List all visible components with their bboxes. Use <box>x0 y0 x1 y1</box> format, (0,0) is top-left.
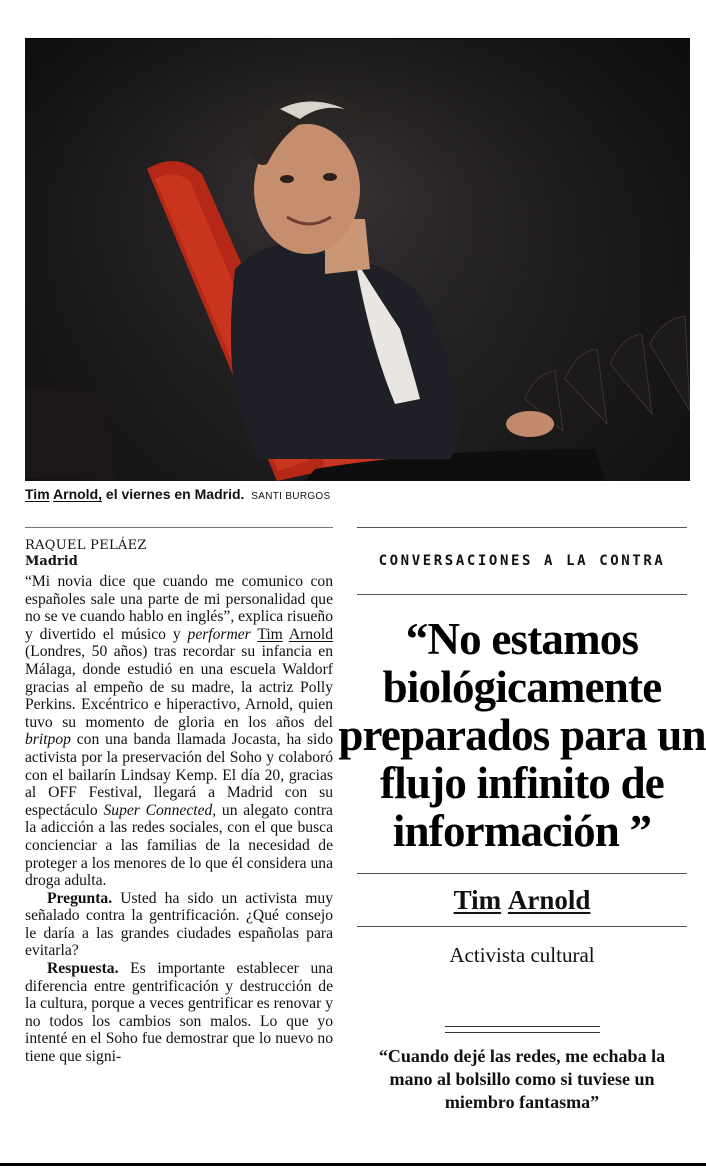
column-divider <box>25 527 333 528</box>
question-paragraph: Pregunta. Usted ha sido un activista muy señalado contra la gentrificación. ¿Qué consejo le daría a las grandes ciudades españolas para evitarla? <box>25 889 333 960</box>
article-photo <box>25 38 690 481</box>
interview-sidebar <box>338 527 706 1114</box>
caption-text: el viernes en Madrid. <box>102 486 245 502</box>
answer-label: Respuesta. <box>47 960 119 978</box>
answer-paragraph: Respuesta. Es importante establecer una diferencia entre gentrificación y destrucción de la cultura, porque a veces gentrificar es renovar y no todos los cambios son malos. Lo que yo intenté en el Soho fue demostrar que lo nuevo no tiene que signi- <box>25 960 333 1066</box>
caption-last-name: Arnold, <box>53 486 103 502</box>
interviewee-first-name: Tim <box>453 884 502 915</box>
headline-quote: “No estamos biológicamente preparados para un flujo infinito de información ” <box>338 614 706 856</box>
intro-paragraph: “Mi novia dice que cuando me comunico con españoles sale una parte de mi personalidad que no se ve cuando hablo en inglés”, explica risueño y divertido el músico y performer Tim Arnold (Londres, 50 años) tras recordar su infancia en Málaga, donde estudió en una escuela Waldorf gracias al empeño de su madre, la actriz Polly Perkins. Excéntrico e hiperactivo, Arnold, quien tuvo su momento de gloria en los años del britpop con una banda llamada Jocasta, ha sido activista por la preservación del Soho y colaboró con el bailarín Lindsay Kemp. El día 20, gracias al OFF Festival, llegará a Madrid con su espectáculo Super Connected, un alegato contra la adicción a las redes sociales, con el que busca concienciar a las familias de la necesidad de proteger a los menores de lo que él considera una droga adulta. <box>25 573 334 890</box>
interviewee-name <box>357 873 687 927</box>
pull-quote-divider <box>445 1026 600 1033</box>
caption-first-name: Tim <box>25 486 50 502</box>
subject-last-name: Arnold <box>288 625 334 643</box>
subject-first-name: Tim <box>257 625 283 643</box>
interviewee-last-name: Arnold <box>507 884 591 915</box>
article-column <box>25 527 333 1066</box>
question-label: Pregunta. <box>47 889 113 907</box>
page-bottom-rule <box>0 1163 706 1166</box>
author-byline: RAQUEL PELÁEZ <box>25 538 147 553</box>
photo-credit: SANTI BURGOS <box>251 491 331 502</box>
article-body <box>25 573 333 1066</box>
portrait-illustration <box>25 39 690 481</box>
dateline-location: Madrid <box>25 554 78 569</box>
section-label: CONVERSACIONES A LA CONTRA <box>357 527 687 595</box>
interviewee-role: Activista cultural <box>449 943 595 967</box>
photo-caption <box>25 486 690 502</box>
pull-quote: “Cuando dejé las redes, me echaba la mano al bolsillo como si tuviese un miembro fantasma” <box>378 1046 666 1112</box>
